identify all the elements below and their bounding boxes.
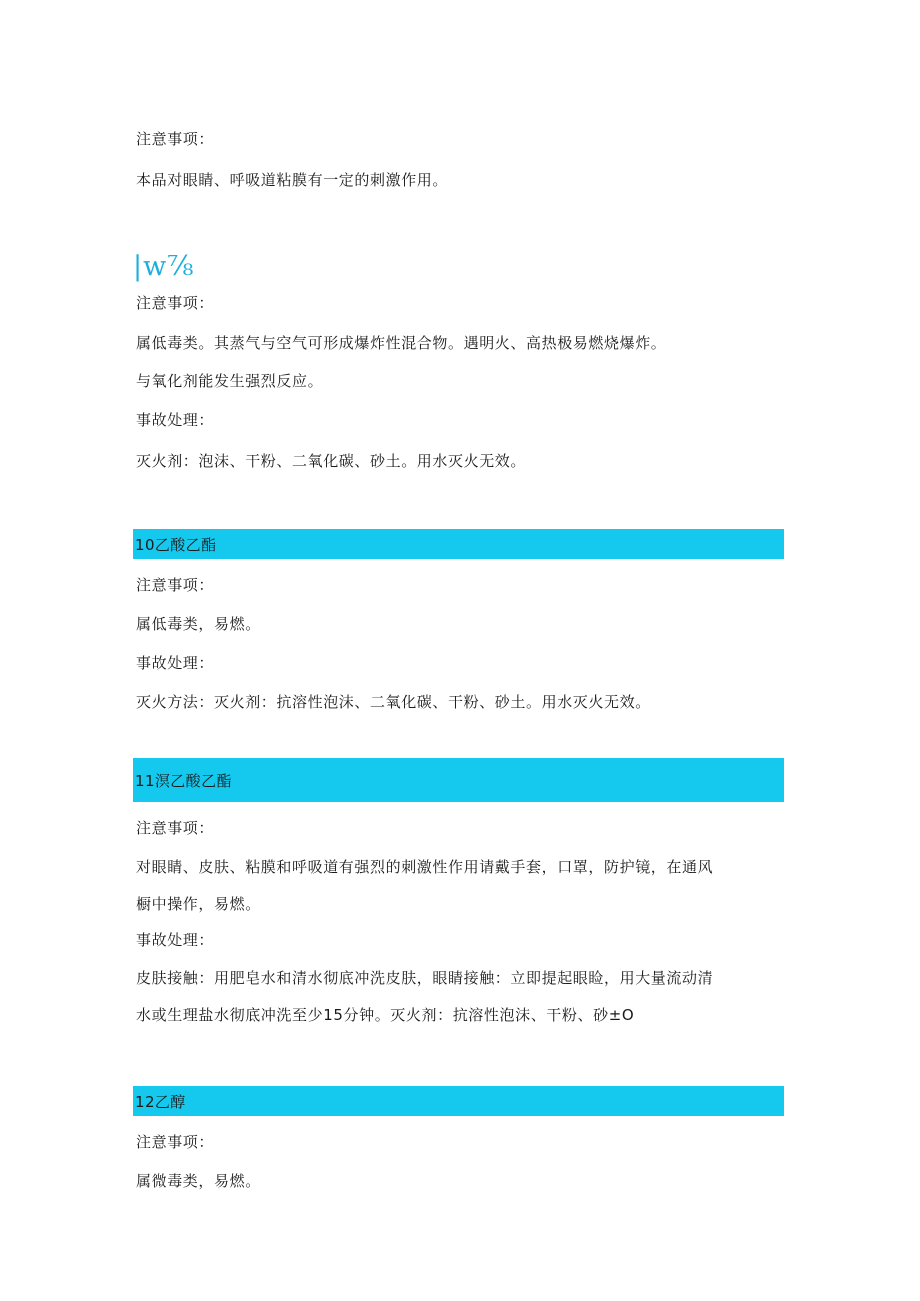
- accident-text-line: 皮肤接触：用肥皂水和清水彻底冲洗皮肤，眼睛接触：立即提起眼睑，用大量流动清: [136, 969, 714, 987]
- caution-text: 本品对眼睛、呼吸道粘膜有一定的刺激作用。: [136, 171, 449, 189]
- caution-text: 属低毒类，易燃。: [136, 615, 261, 633]
- section-heading: |w⅞: [133, 251, 195, 282]
- accident-text-line: 水或生理盐水彻底冲洗至少15分钟。灭火剂：抗溶性泡沫、干粉、砂±O: [136, 1006, 635, 1024]
- accident-text: 灭火方法：灭火剂：抗溶性泡沫、二氧化碳、干粉、砂土。用水灭火无效。: [136, 693, 651, 711]
- section-heading-bar: [133, 1086, 784, 1116]
- caution-label: 注意事项：: [136, 1133, 215, 1151]
- accident-label: 事故处理：: [136, 931, 215, 949]
- section-heading: 12乙醇: [135, 1092, 186, 1111]
- accident-label: 事故处理：: [136, 411, 215, 429]
- caution-label: 注意事项：: [136, 294, 215, 312]
- section-heading: 11溟乙酸乙酯: [135, 771, 232, 790]
- section-heading: 10乙酸乙酯: [135, 535, 217, 554]
- caution-text: 属微毒类，易燃。: [136, 1172, 261, 1190]
- caution-label: 注意事项：: [136, 130, 215, 148]
- caution-label: 注意事项：: [136, 819, 215, 837]
- caution-label: 注意事项：: [136, 576, 215, 594]
- caution-text-line: 对眼睛、皮肤、粘膜和呼吸道有强烈的刺激性作用请戴手套，口罩，防护镜，在通风: [136, 858, 714, 876]
- accident-text: 灭火剂：泡沫、干粉、二氧化碳、砂土。用水灭火无效。: [136, 452, 527, 470]
- caution-text-line: 与氧化剂能发生强烈反应。: [136, 372, 324, 390]
- caution-text-line: 属低毒类。其蒸气与空气可形成爆炸性混合物。遇明火、高热极易燃烧爆炸。: [136, 334, 667, 352]
- section-heading-bar: [133, 758, 784, 802]
- accident-label: 事故处理：: [136, 654, 215, 672]
- section-heading-bar: [133, 529, 784, 559]
- caution-text-line: 橱中操作，易燃。: [136, 895, 261, 913]
